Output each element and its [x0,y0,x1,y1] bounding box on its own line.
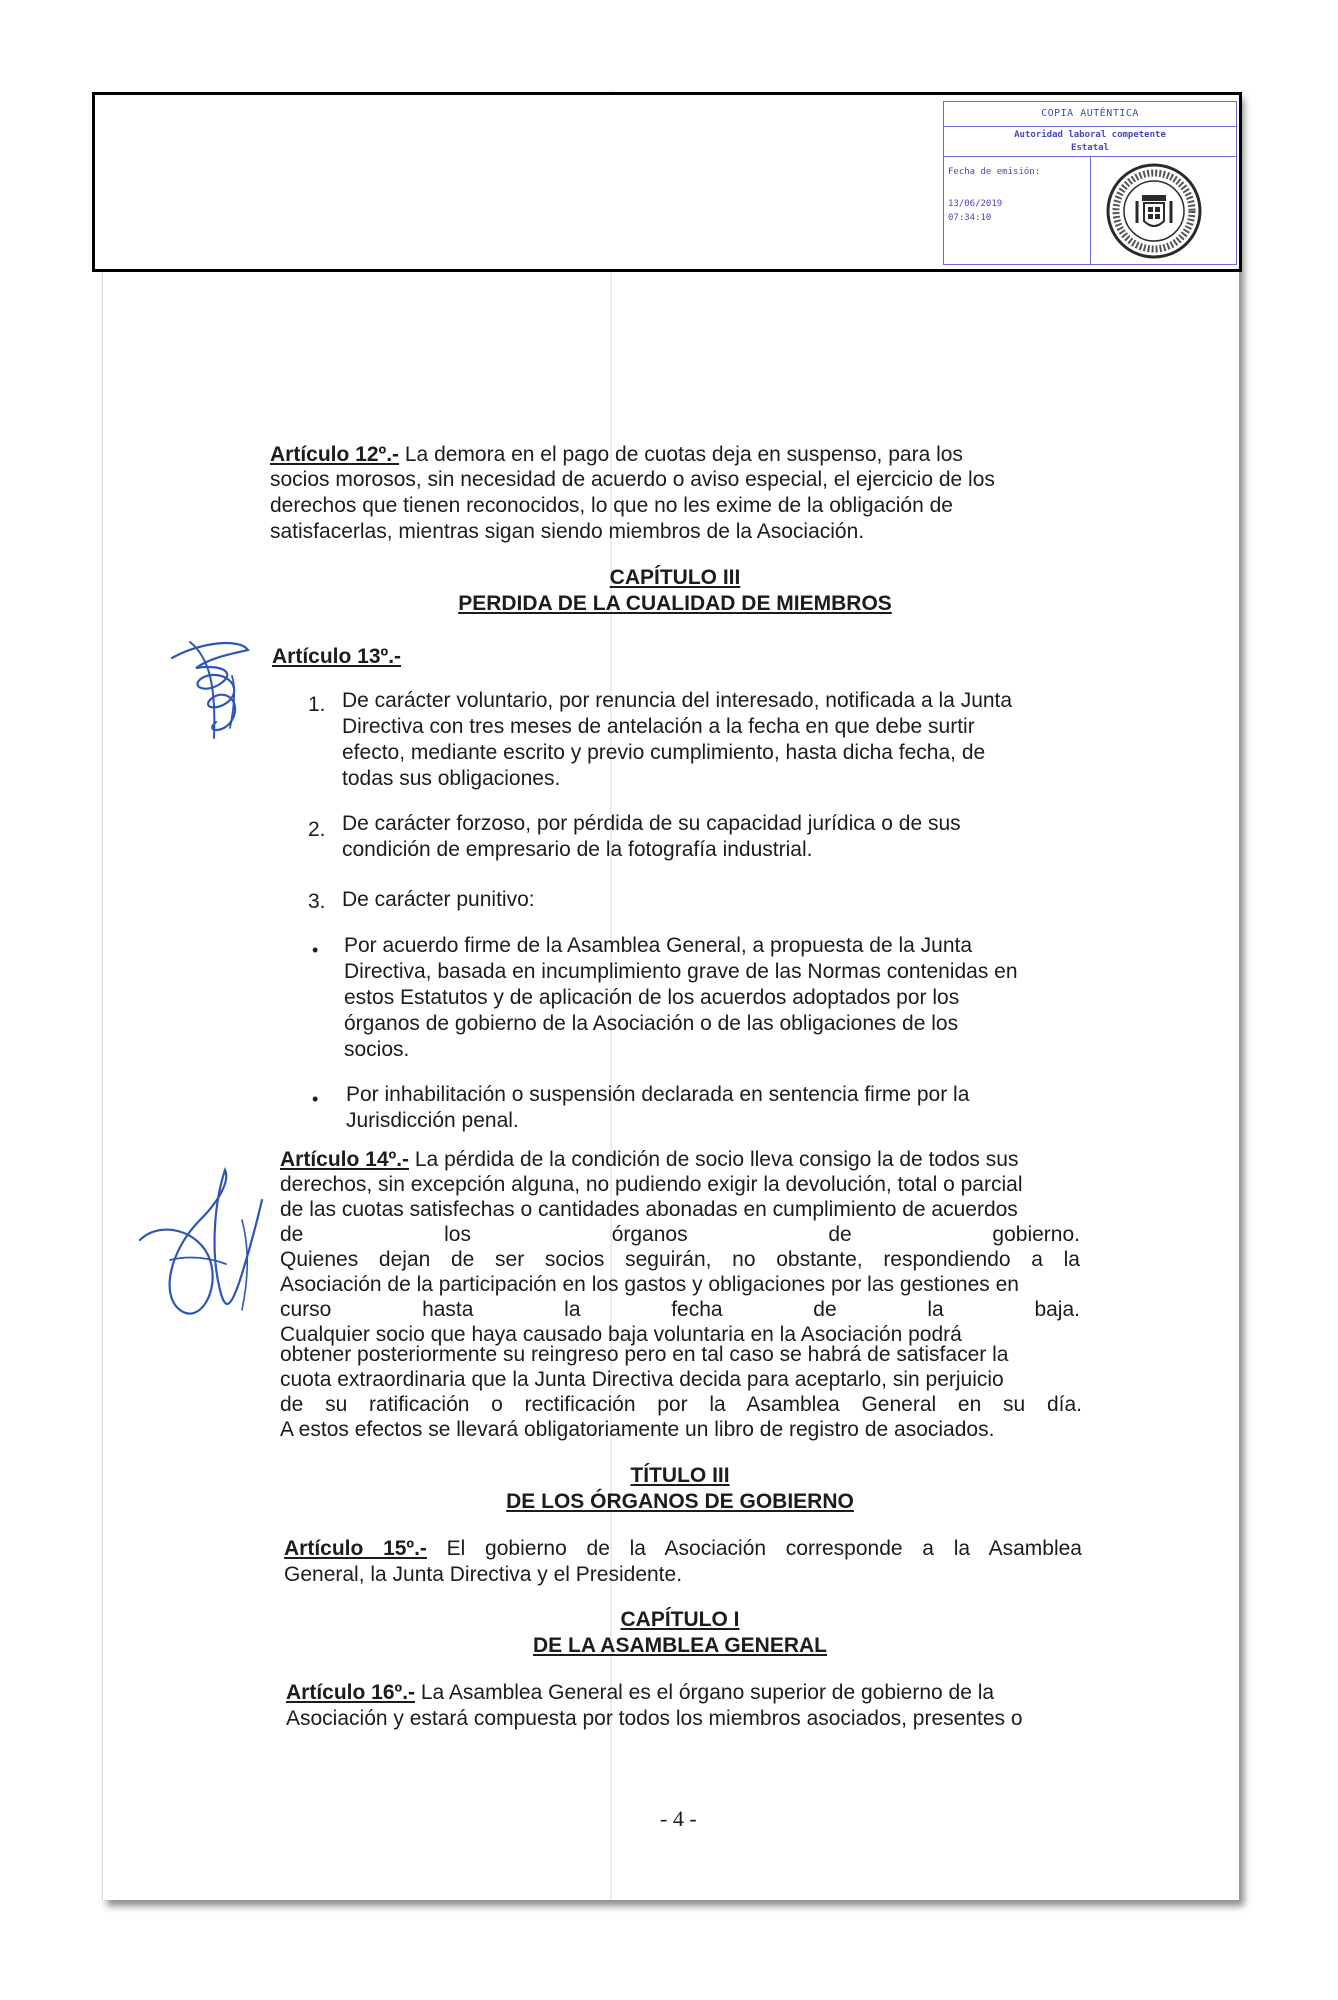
art14-line9: obtener posteriormente su reingreso pero en tal caso se habrá de satisfacer la [280,1343,1009,1366]
art12-line4: satisfacerlas, mientras sigan siendo miembros de la Asociación. [270,520,865,543]
art13-item1-line3: efecto, mediante escrito y previo cumplimiento, hasta dicha fecha, de [342,741,986,764]
stamp-title: COPIA AUTÉNTICA [944,102,1236,127]
titulo3-heading-line2: DE LOS ÓRGANOS DE GOBIERNO [506,1490,854,1513]
stamp-divider [1090,157,1091,265]
art13-label: Artículo 13º.- [272,645,402,668]
signature-mark-2 [130,1160,270,1340]
art13-item3-number: 3. [308,890,326,913]
art14-line10: cuota extraordinaria que la Junta Directiva decida para aceptarlo, sin perjuicio [280,1368,1004,1391]
art13-title [272,645,401,669]
art15-line1: Artículo 15º.- El gobierno de la Asociación corresponde a la Asamblea [284,1537,1082,1560]
art13-bullet1-line5: socios. [344,1038,410,1061]
art13-item1-line1: De carácter voluntario, por renuncia del interesado, notificada a la Junta [342,689,1013,712]
cap3-heading-line1: CAPÍTULO III [609,566,741,589]
art14-line5: Quienes dejan de ser socios seguirán, no obstante, respondiendo a la [280,1248,1080,1271]
cap3-heading-line2: PERDIDA DE LA CUALIDAD DE MIEMBROS [458,592,892,615]
art14-line7: curso hasta la fecha de la baja. [280,1298,1080,1321]
stamp-issue-time: 07:34:10 [948,213,992,223]
art13-item3-text: De carácter punitivo: [342,888,535,911]
art13-bullet1-line3: estos Estatutos y de aplicación de los acuerdos adoptados por los [344,986,960,1009]
art13-item1-line2: Directiva con tres meses de antelación a la fecha en que debe surtir [342,715,975,738]
titulo3-heading-line1: TÍTULO III [630,1464,730,1487]
art14-line2: derechos, sin excepción alguna, no pudiendo exigir la devolución, total o parcial [280,1173,1023,1196]
art16-label: Artículo 16º.- [286,1681,416,1704]
stamp-issue-info [948,165,1040,225]
art14-line1: Artículo 14º.- La pérdida de la condición de socio lleva consigo la de todos sus [280,1148,1019,1171]
cap1-heading-line2: DE LA ASAMBLEA GENERAL [533,1634,827,1657]
cap1-heading-line1: CAPÍTULO I [620,1608,740,1631]
bullet-dot-icon: • [312,1089,319,1109]
art12-line3: derechos que tienen reconocidos, lo que no les exime de la obligación de [270,494,953,517]
art14-line8: Cualquier socio que haya causado baja voluntaria en la Asociación podrá [280,1323,962,1346]
art12-label: Artículo 12º.- [270,443,400,466]
art13-bullet1-line4: órganos de gobierno de la Asociación o de las obligaciones de los [344,1012,959,1035]
stamp-authority-line1: Autoridad laboral competente [1014,130,1166,140]
art16-line1: Artículo 16º.- La Asamblea General es el órgano superior de gobierno de la [286,1681,995,1704]
header-box [92,92,1242,272]
art12-line2: socios morosos, sin necesidad de acuerdo o aviso especial, el ejercicio de los [270,468,995,491]
art13-item2-number: 2. [308,818,326,841]
art13-bullet2-line1: Por inhabilitación o suspensión declarada en sentencia firme por la [346,1083,970,1106]
stamp-body [944,157,1236,265]
art14-line4: de los órganos de gobierno. [280,1223,1080,1246]
art14-label: Artículo 14º.- [280,1148,410,1171]
art14-line3: de las cuotas satisfechas o cantidades abonadas en cumplimiento de acuerdos [280,1198,1018,1221]
art14-line6: Asociación de la participación en los gastos y obligaciones por las gestiones en [280,1273,1019,1296]
stamp-authority-line2: Estatal [1071,143,1109,153]
art13-item1-number: 1. [308,693,326,716]
page-number: - 4 - [660,1806,697,1831]
art13-item2-line2: condición de empresario de la fotografía industrial. [342,838,813,861]
art13-item1-line4: todas sus obligaciones. [342,767,561,790]
stamp-issue-date: 13/06/2019 [948,199,1003,209]
art13-bullet1-line1: Por acuerdo firme de la Asamblea General, a propuesta de la Junta [344,934,973,957]
art13-bullet2-line2: Jurisdicción penal. [346,1109,519,1132]
art15-line2: General, la Junta Directiva y el Presidente. [284,1563,683,1586]
stamp-authority [944,127,1236,157]
art14-line11: de su ratificación o rectificación por la Asamblea General en su día. [280,1393,1082,1416]
art12-line1: Artículo 12º.- La demora en el pago de cuotas deja en suspenso, para los [270,443,963,466]
art13-item2-line1: De carácter forzoso, por pérdida de su capacidad jurídica o de sus [342,812,961,835]
bullet-dot-icon: • [312,940,319,960]
art13-bullet1-line2: Directiva, basada en incumplimiento grave de las Normas contenidas en [344,960,1018,983]
official-seal-icon [1104,161,1204,261]
stamp-issue-label: Fecha de emisión: [948,167,1041,177]
art16-line2: Asociación y estará compuesta por todos los miembros asociados, presentes o [286,1707,1023,1730]
art15-label: Artículo 15º.- [284,1537,427,1560]
authentic-copy-stamp [943,101,1237,265]
signature-mark-1 [160,628,270,758]
art14-line12: A estos efectos se llevará obligatoriamente un libro de registro de asociados. [280,1418,995,1441]
